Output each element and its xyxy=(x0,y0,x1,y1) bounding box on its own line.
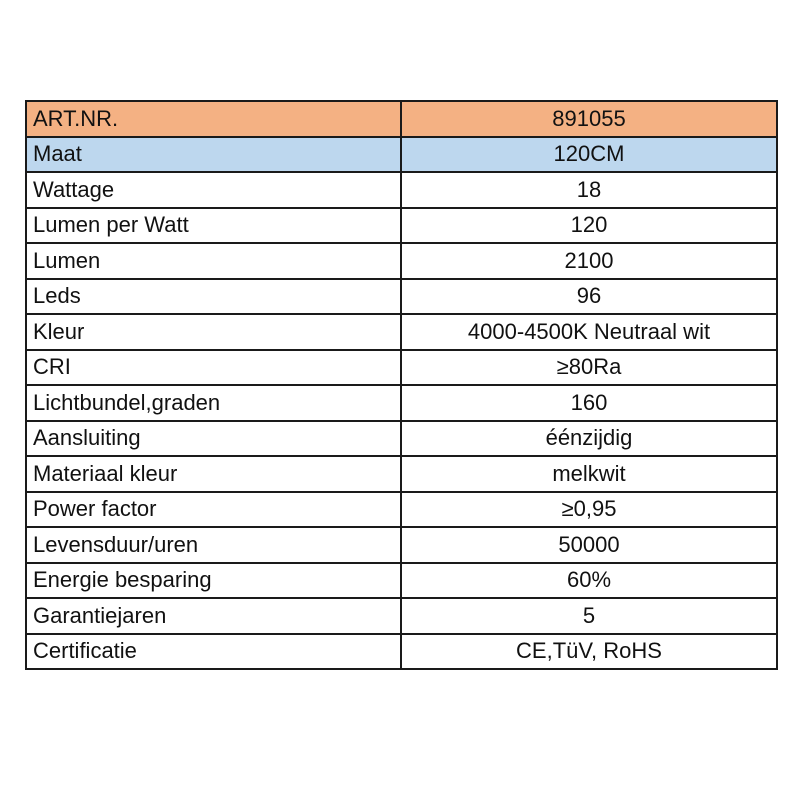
spec-label: Power factor xyxy=(26,492,401,528)
spec-value: ≥80Ra xyxy=(401,350,777,386)
spec-value: 96 xyxy=(401,279,777,315)
spec-row-lifespan xyxy=(26,527,777,563)
spec-row-power-factor xyxy=(26,492,777,528)
spec-value: 160 xyxy=(401,385,777,421)
spec-value: 2100 xyxy=(401,243,777,279)
spec-label: Lumen xyxy=(26,243,401,279)
spec-value: 4000-4500K Neutraal wit xyxy=(401,314,777,350)
spec-value: 120 xyxy=(401,208,777,244)
spec-row-beam-angle xyxy=(26,385,777,421)
spec-row-wattage xyxy=(26,172,777,208)
spec-label: Garantiejaren xyxy=(26,598,401,634)
spec-label: Wattage xyxy=(26,172,401,208)
spec-label: Energie besparing xyxy=(26,563,401,599)
spec-value: ≥0,95 xyxy=(401,492,777,528)
spec-value: 120CM xyxy=(401,137,777,173)
spec-label: Certificatie xyxy=(26,634,401,670)
spec-label: Lumen per Watt xyxy=(26,208,401,244)
spec-value: CE,TüV, RoHS xyxy=(401,634,777,670)
spec-row-lumen-per-watt xyxy=(26,208,777,244)
spec-row-certification xyxy=(26,634,777,670)
spec-value: 60% xyxy=(401,563,777,599)
spec-value: 50000 xyxy=(401,527,777,563)
spec-row-warranty xyxy=(26,598,777,634)
spec-label: Leds xyxy=(26,279,401,315)
spec-value: 891055 xyxy=(401,101,777,137)
spec-value: éénzijdig xyxy=(401,421,777,457)
spec-value: 18 xyxy=(401,172,777,208)
spec-row-size xyxy=(26,137,777,173)
spec-value: melkwit xyxy=(401,456,777,492)
spec-label: Kleur xyxy=(26,314,401,350)
spec-row-connection xyxy=(26,421,777,457)
spec-label: Aansluiting xyxy=(26,421,401,457)
spec-label: Maat xyxy=(26,137,401,173)
spec-row-color xyxy=(26,314,777,350)
spec-label: CRI xyxy=(26,350,401,386)
spec-label: ART.NR. xyxy=(26,101,401,137)
product-spec-table xyxy=(25,100,778,670)
spec-row-leds xyxy=(26,279,777,315)
spec-row-energy-saving xyxy=(26,563,777,599)
spec-label: Materiaal kleur xyxy=(26,456,401,492)
spec-label: Levensduur/uren xyxy=(26,527,401,563)
spec-row-lumen xyxy=(26,243,777,279)
spec-label: Lichtbundel,graden xyxy=(26,385,401,421)
spec-row-cri xyxy=(26,350,777,386)
spec-row-material-color xyxy=(26,456,777,492)
spec-value: 5 xyxy=(401,598,777,634)
spec-row-article-number xyxy=(26,101,777,137)
